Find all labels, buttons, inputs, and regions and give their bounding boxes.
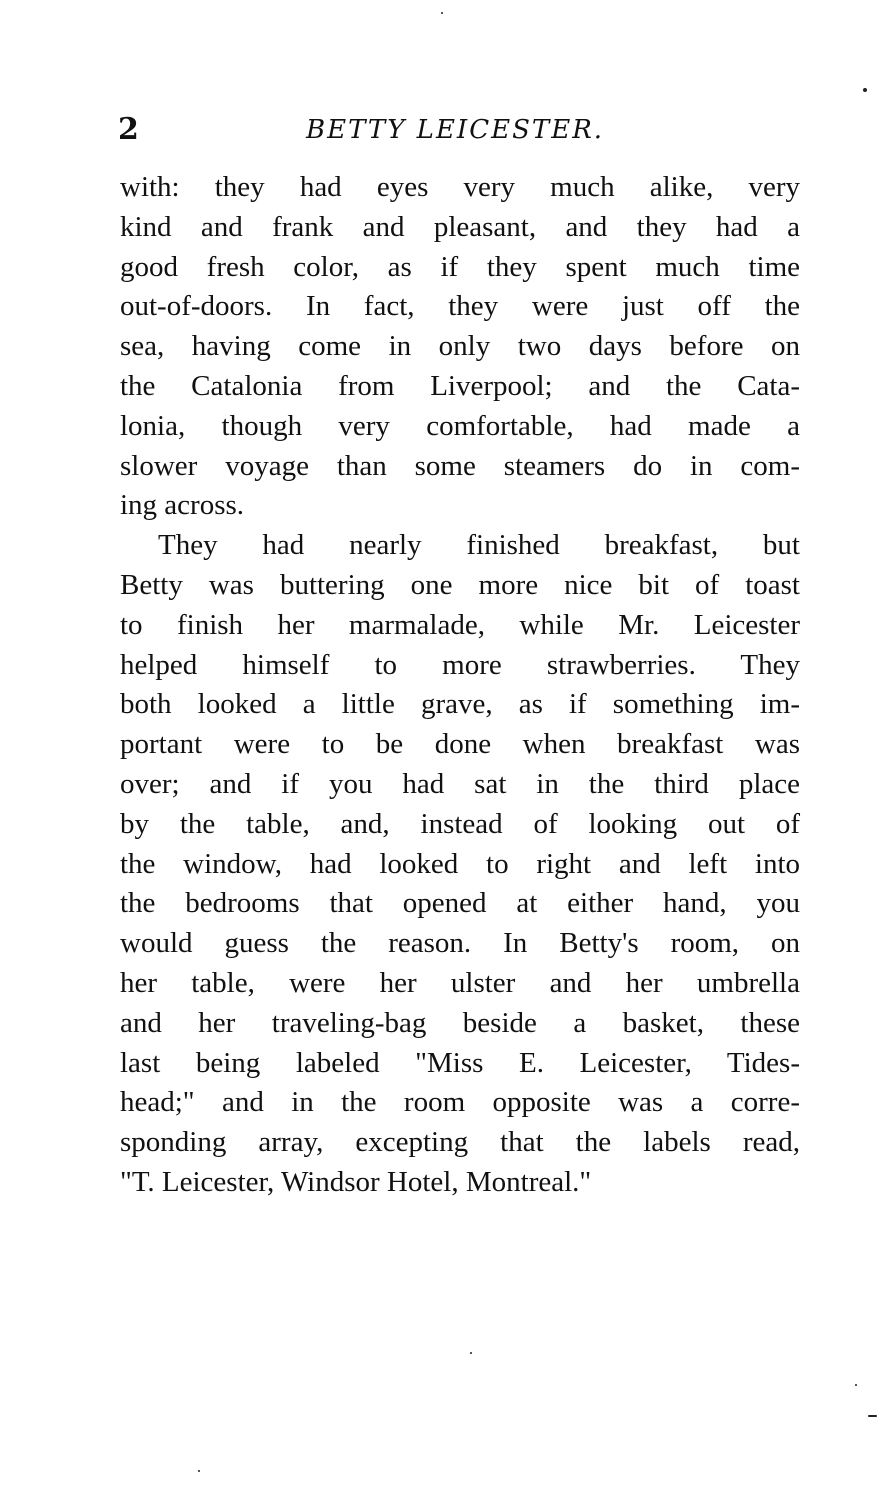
- paper-speck: [441, 12, 443, 14]
- text-line: "T. Leicester, Windsor Hotel, Montreal.": [120, 1165, 592, 1198]
- text-line: with: they had eyes very much alike, very: [120, 171, 800, 203]
- text-line: the window, had looked to right and left into: [120, 847, 800, 880]
- text-line: her table, were her ulster and her umbrella: [120, 966, 800, 999]
- text-line: by the table, and, instead of looking out of: [120, 807, 800, 840]
- text-line: over; and if you had sat in the third place: [120, 767, 800, 800]
- text-line: would guess the reason. In Betty's room, on: [120, 927, 800, 960]
- text-line: Betty was buttering one more nice bit of toast: [120, 568, 800, 601]
- text-line: helped himself to more strawberries. They: [120, 648, 800, 681]
- text-line: out-of-doors. In fact, they were just off the: [120, 290, 800, 323]
- body-text: [120, 168, 800, 1203]
- text-line: and her traveling-bag beside a basket, these: [120, 1006, 800, 1039]
- text-line: portant were to be done when breakfast was: [120, 728, 800, 761]
- text-line: ing across.: [120, 489, 245, 522]
- text-line: lonia, though very comfortable, had made a: [120, 409, 800, 442]
- paper-speck: [855, 1384, 857, 1386]
- paper-speck: [470, 1352, 472, 1354]
- page-number: 2: [118, 112, 139, 147]
- text-line: slower voyage than some steamers do in com-: [120, 449, 800, 482]
- text-line: They had nearly finished breakfast, but: [158, 529, 800, 562]
- book-title: BETTY LEICESTER.: [306, 115, 605, 145]
- text-line: sea, having come in only two days before on: [120, 330, 800, 363]
- text-line: last being labeled "Miss E. Leicester, Tides-: [120, 1046, 800, 1079]
- text-line: both looked a little grave, as if something im-: [120, 688, 800, 721]
- running-head: [118, 108, 798, 152]
- text-line: to finish her marmalade, while Mr. Leicester: [120, 608, 800, 641]
- paper-speck: [868, 1415, 877, 1417]
- paper-speck: [863, 88, 867, 92]
- text-line: the Catalonia from Liverpool; and the Cata-: [120, 369, 800, 402]
- paper-speck: [198, 1470, 200, 1472]
- text-line: kind and frank and pleasant, and they had a: [120, 210, 800, 243]
- text-line: the bedrooms that opened at either hand, you: [120, 887, 800, 920]
- text-line: sponding array, excepting that the labels read,: [120, 1126, 800, 1159]
- text-line: good fresh color, as if they spent much time: [120, 250, 800, 283]
- text-line: head;" and in the room opposite was a corre-: [120, 1086, 800, 1119]
